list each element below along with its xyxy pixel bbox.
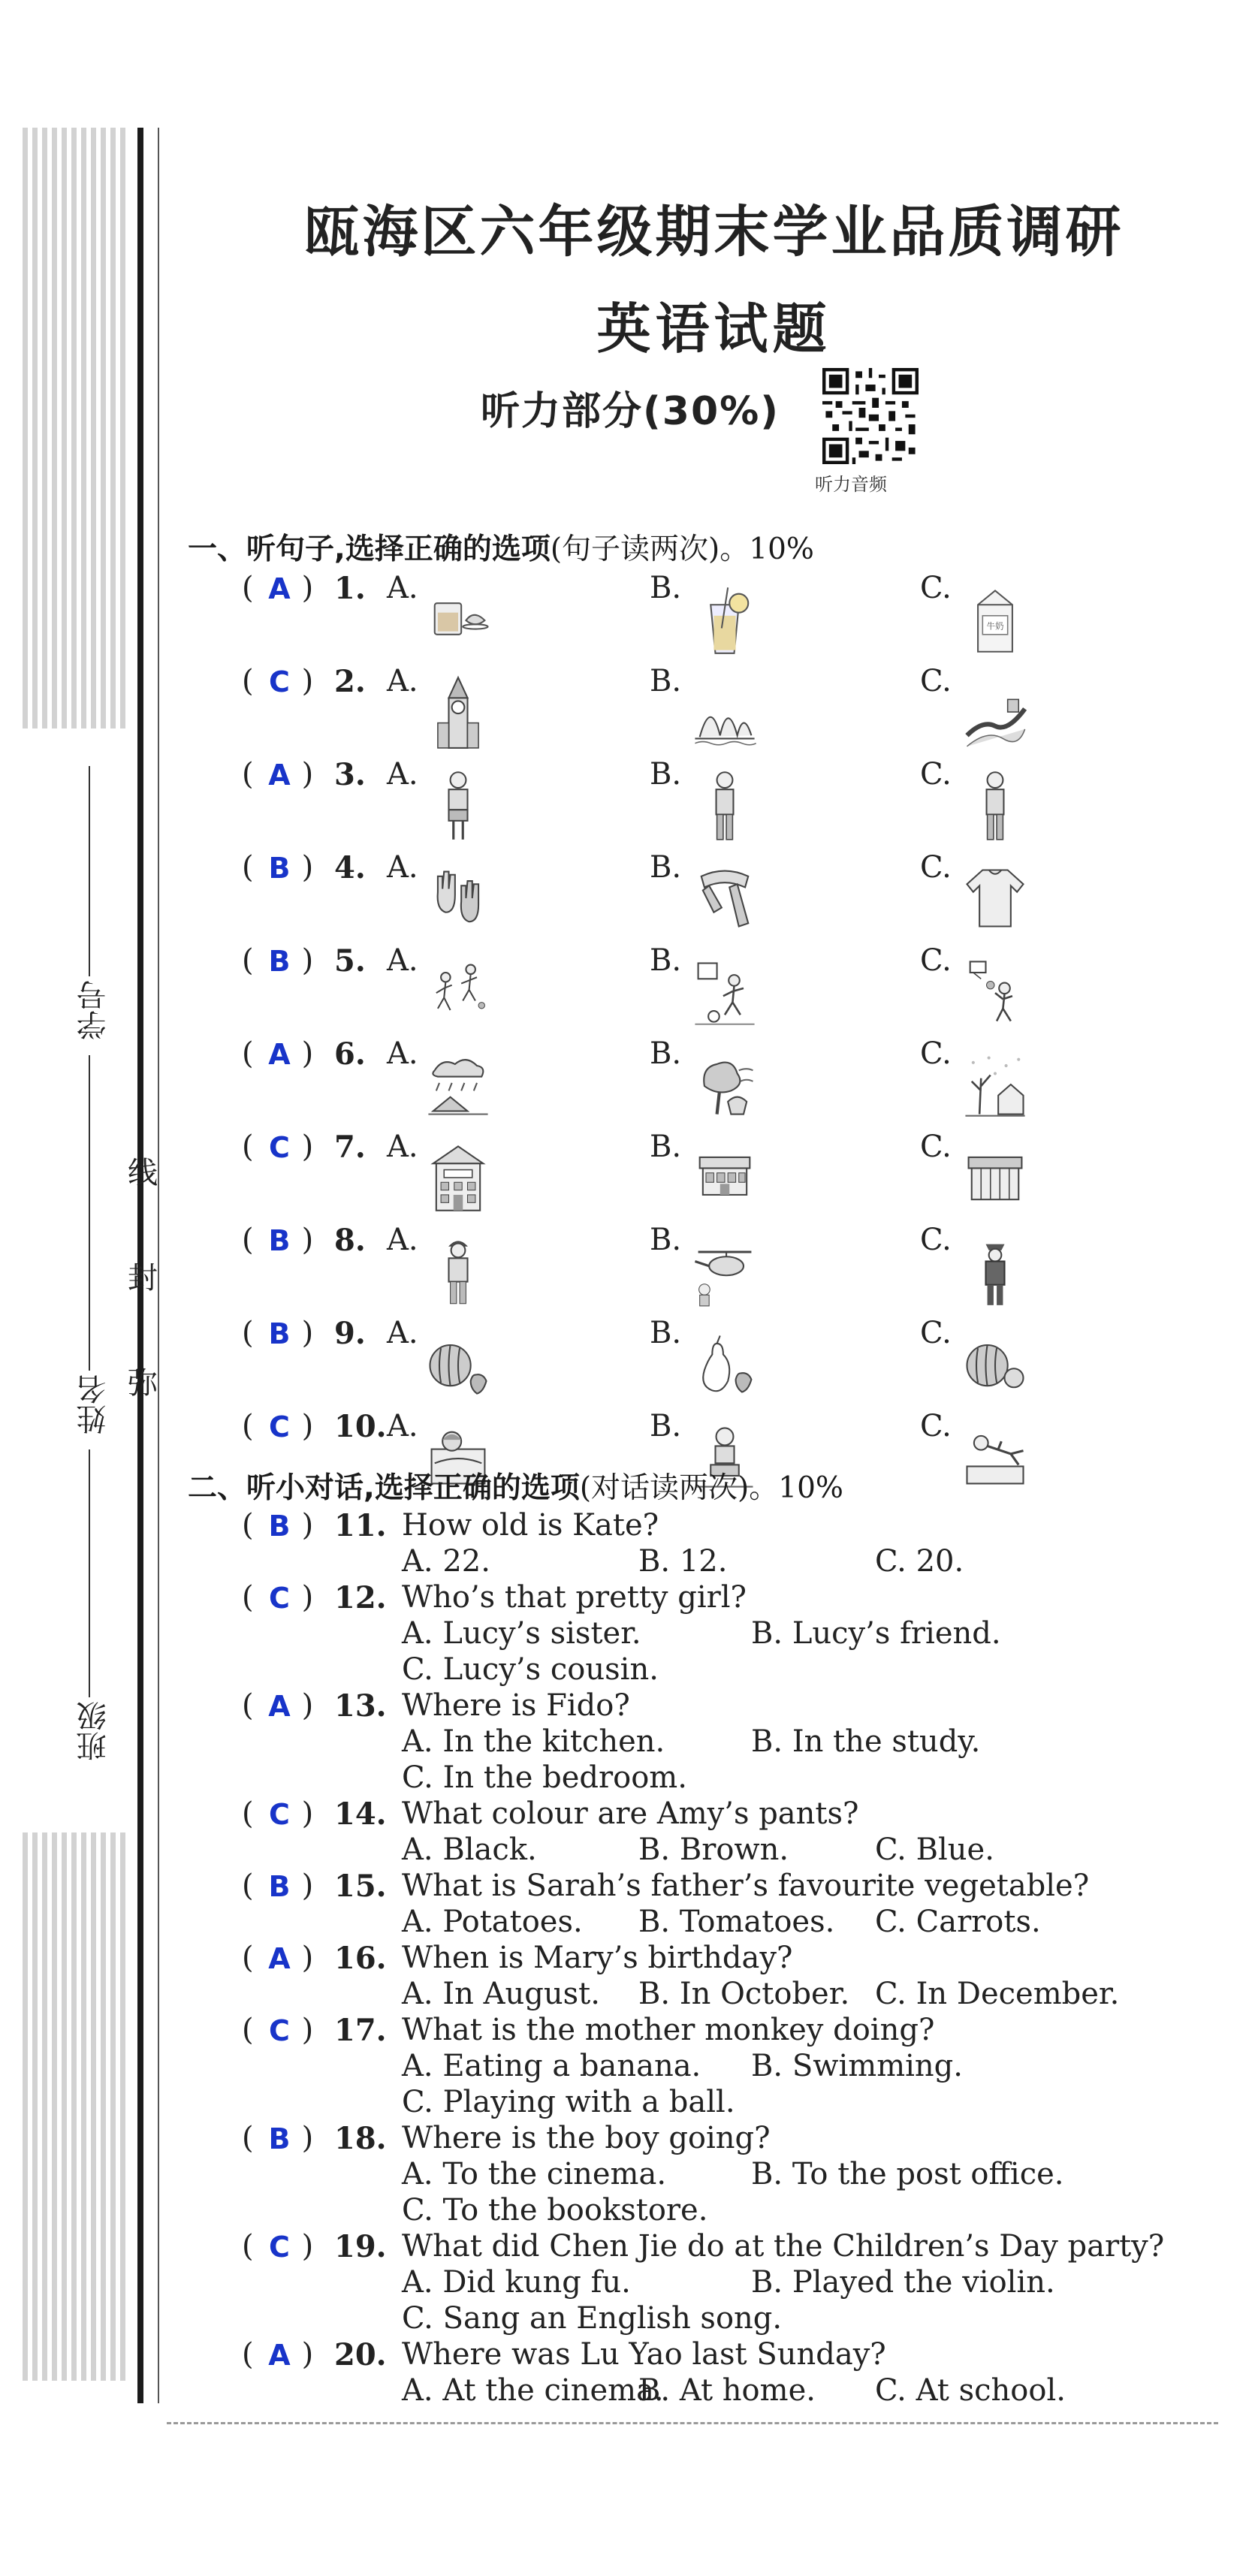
answer-mark: A bbox=[268, 1038, 291, 1071]
paren-open: ( bbox=[242, 1796, 254, 1831]
question-row bbox=[0, 1036, 1255, 1127]
option-label: C. bbox=[920, 850, 952, 885]
question-text: When is Mary’s birthday? bbox=[402, 1941, 793, 1975]
store-front-icon[interactable] bbox=[961, 1140, 1029, 1218]
question-text: Where is Fido? bbox=[402, 1688, 630, 1723]
answer-mark: C bbox=[269, 1798, 290, 1831]
answer-option[interactable]: C. 20. bbox=[875, 1544, 964, 1579]
paren-open: ( bbox=[242, 571, 254, 605]
option-label: B. bbox=[650, 571, 682, 605]
paren-close: ) bbox=[301, 943, 314, 978]
option-label: C. bbox=[920, 943, 952, 978]
paren-open: ( bbox=[242, 1036, 254, 1071]
answer-parentheses bbox=[242, 850, 317, 885]
question-number: 20. bbox=[334, 2337, 387, 2372]
answer-mark: C bbox=[269, 665, 290, 698]
paren-open: ( bbox=[242, 1316, 254, 1350]
answer-option[interactable]: C. Sang an English song. bbox=[402, 2301, 783, 2336]
paren-open: ( bbox=[242, 1941, 254, 1975]
answer-option[interactable]: A. 22. bbox=[402, 1544, 490, 1579]
milk-carton-icon[interactable] bbox=[961, 581, 1029, 659]
big-ben-icon[interactable] bbox=[424, 674, 492, 753]
answer-mark: A bbox=[268, 759, 291, 792]
xingming-label: 姓名 bbox=[77, 1374, 111, 1434]
answer-option[interactable]: B. 12. bbox=[638, 1544, 728, 1579]
answer-mark: A bbox=[268, 2339, 291, 2372]
answer-option[interactable]: C. In the bedroom. bbox=[402, 1760, 687, 1795]
police-officer-icon[interactable] bbox=[961, 1233, 1029, 1311]
answer-option[interactable]: B. In October. bbox=[638, 1977, 850, 2011]
paren-open: ( bbox=[242, 1409, 254, 1443]
paren-close: ) bbox=[301, 850, 314, 885]
museum-building-icon[interactable] bbox=[424, 1140, 492, 1218]
answer-parentheses bbox=[242, 1869, 317, 1903]
option-label: A. bbox=[387, 1130, 418, 1164]
question-number: 18. bbox=[334, 2121, 387, 2156]
xuehao-label: 学号 bbox=[77, 980, 111, 1040]
answer-mark: B bbox=[268, 852, 291, 885]
answer-option[interactable]: A. Potatoes. bbox=[402, 1905, 583, 1939]
opera-house-icon[interactable] bbox=[691, 674, 759, 753]
option-label: A. bbox=[387, 664, 418, 698]
option-label: B. bbox=[650, 757, 682, 792]
answer-mark: B bbox=[268, 1224, 291, 1257]
question-number: 11. bbox=[334, 1508, 387, 1543]
answer-parentheses bbox=[242, 757, 317, 792]
svg-text:牛奶: 牛奶 bbox=[986, 620, 1004, 632]
helicopter-icon[interactable] bbox=[691, 1233, 759, 1311]
binding-stripe-bottom bbox=[23, 1832, 128, 2381]
question-row bbox=[0, 1223, 1255, 1313]
windy-tree-icon[interactable] bbox=[691, 1047, 759, 1125]
answer-option[interactable]: A. Did kung fu. bbox=[402, 2265, 631, 2300]
option-label: B. bbox=[650, 1130, 682, 1164]
answer-option[interactable]: A. Eating a banana. bbox=[402, 2049, 701, 2083]
answer-parentheses bbox=[242, 1941, 317, 1975]
paren-close: ) bbox=[301, 757, 314, 792]
pear-strawberry-icon[interactable] bbox=[691, 1326, 759, 1404]
paren-close: ) bbox=[301, 1223, 314, 1257]
paren-close: ) bbox=[301, 1130, 314, 1164]
answer-option[interactable]: B. In the study. bbox=[751, 1724, 981, 1759]
question-row bbox=[0, 757, 1255, 847]
scarf-icon[interactable] bbox=[691, 861, 759, 939]
answer-option[interactable]: C. Playing with a ball. bbox=[402, 2085, 735, 2119]
question-number: 17. bbox=[334, 2013, 387, 2048]
answer-option[interactable]: A. In August. bbox=[402, 1977, 600, 2011]
kids-running-icon[interactable] bbox=[424, 954, 492, 1032]
section2-note: (对话读两次)。10% bbox=[579, 1471, 843, 1505]
answer-parentheses bbox=[242, 1036, 317, 1071]
paren-open: ( bbox=[242, 2229, 254, 2264]
option-label: A. bbox=[387, 850, 418, 885]
section1-heading bbox=[188, 526, 814, 568]
option-label: B. bbox=[650, 1316, 682, 1350]
paren-open: ( bbox=[242, 664, 254, 698]
answer-mark: B bbox=[268, 1510, 291, 1543]
seal-char-xian: 线 bbox=[128, 1156, 158, 1190]
page-title: 瓯海区六年级期末学业品质调研 bbox=[303, 200, 1124, 264]
question-text: What colour are Amy’s pants? bbox=[402, 1796, 859, 1831]
answer-option[interactable]: A. Black. bbox=[402, 1832, 537, 1867]
answer-mark: C bbox=[269, 1131, 290, 1164]
question-number: 16. bbox=[334, 1941, 387, 1976]
answer-parentheses bbox=[242, 1130, 317, 1164]
paren-open: ( bbox=[242, 943, 254, 978]
answer-option[interactable]: A. In the kitchen. bbox=[402, 1724, 665, 1759]
paren-close: ) bbox=[301, 1036, 314, 1071]
question-number: 6. bbox=[334, 1036, 366, 1072]
rainy-scene-icon[interactable] bbox=[424, 1047, 492, 1125]
question-text: Who’s that pretty girl? bbox=[402, 1580, 747, 1615]
answer-option[interactable]: C. To the bookstore. bbox=[402, 2193, 708, 2228]
question-number: 3. bbox=[334, 757, 366, 792]
watermelon-apple-icon[interactable] bbox=[961, 1326, 1029, 1404]
sweater-icon[interactable] bbox=[961, 861, 1029, 939]
answer-option[interactable]: A. Lucy’s sister. bbox=[402, 1616, 641, 1651]
answer-option[interactable]: C. Carrots. bbox=[875, 1905, 1041, 1939]
paren-open: ( bbox=[242, 1223, 254, 1257]
answer-parentheses bbox=[242, 664, 317, 698]
paren-close: ) bbox=[301, 1688, 314, 1723]
qr-caption: 听力音频 bbox=[815, 474, 887, 495]
option-label: C. bbox=[920, 757, 952, 792]
great-wall-icon[interactable] bbox=[961, 674, 1029, 753]
paren-open: ( bbox=[242, 1688, 254, 1723]
question-number: 4. bbox=[334, 850, 366, 885]
answer-option[interactable]: B. At home. bbox=[638, 2373, 816, 2408]
qr-code-icon[interactable] bbox=[822, 368, 919, 464]
section1-note: (句子读两次)。10% bbox=[550, 532, 814, 566]
answer-mark: B bbox=[268, 1317, 291, 1350]
answer-option[interactable]: C. In December. bbox=[875, 1977, 1120, 2011]
paren-open: ( bbox=[242, 2121, 254, 2155]
question-row bbox=[0, 571, 1255, 661]
paren-close: ) bbox=[301, 1869, 314, 1903]
banji-label: 班级 bbox=[77, 1701, 111, 1761]
question-row bbox=[0, 1130, 1255, 1220]
answer-option[interactable]: A. To the cinema. bbox=[402, 2157, 667, 2191]
option-label: B. bbox=[650, 850, 682, 885]
question-text: Where is the boy going? bbox=[402, 2121, 771, 2155]
question-number: 9. bbox=[334, 1316, 366, 1351]
question-number: 7. bbox=[334, 1130, 366, 1165]
answer-mark: C bbox=[269, 2231, 290, 2264]
option-label: C. bbox=[920, 1130, 952, 1164]
answer-parentheses bbox=[242, 571, 317, 605]
boy-icon[interactable] bbox=[961, 768, 1029, 846]
paren-open: ( bbox=[242, 1580, 254, 1615]
option-label: C. bbox=[920, 1409, 952, 1443]
option-label: A. bbox=[387, 757, 418, 792]
answer-parentheses bbox=[242, 1223, 317, 1257]
question-number: 13. bbox=[334, 1688, 387, 1724]
answer-parentheses bbox=[242, 2121, 317, 2155]
option-label: B. bbox=[650, 1036, 682, 1071]
answer-mark: A bbox=[268, 1690, 291, 1723]
answer-parentheses bbox=[242, 2229, 317, 2264]
paren-open: ( bbox=[242, 1508, 254, 1543]
section1-heading-text: 一、听句子,选择正确的选项 bbox=[188, 532, 551, 566]
question-text: What is Sarah’s father’s favourite vegetable? bbox=[402, 1869, 1090, 1903]
paren-close: ) bbox=[301, 1409, 314, 1443]
paren-open: ( bbox=[242, 1130, 254, 1164]
section2-heading-text: 二、听小对话,选择正确的选项 bbox=[188, 1471, 580, 1505]
option-label: A. bbox=[387, 943, 418, 978]
question-number: 1. bbox=[334, 571, 366, 606]
answer-option[interactable]: B. Played the violin. bbox=[751, 2265, 1055, 2300]
section-title: 听力部分(30%) bbox=[481, 389, 780, 434]
answer-parentheses bbox=[242, 1409, 317, 1443]
paren-close: ) bbox=[301, 664, 314, 698]
bottom-dashed-divider bbox=[167, 2422, 1218, 2424]
question-number: 12. bbox=[334, 1580, 387, 1615]
question-row bbox=[0, 664, 1255, 754]
answer-option[interactable]: B. Tomatoes. bbox=[638, 1905, 835, 1939]
option-label: B. bbox=[650, 1409, 682, 1443]
option-label: C. bbox=[920, 1036, 952, 1071]
answer-parentheses bbox=[242, 1796, 317, 1831]
paren-open: ( bbox=[242, 2013, 254, 2047]
option-label: C. bbox=[920, 664, 952, 698]
paren-close: ) bbox=[301, 2229, 314, 2264]
answer-parentheses bbox=[242, 1580, 317, 1615]
answer-mark: C bbox=[269, 1410, 290, 1443]
paren-close: ) bbox=[301, 2013, 314, 2047]
answer-parentheses bbox=[242, 2013, 317, 2047]
answer-mark: A bbox=[268, 1942, 291, 1975]
answer-option[interactable]: B. Swimming. bbox=[751, 2049, 963, 2083]
boy-icon[interactable] bbox=[691, 768, 759, 846]
question-number: 15. bbox=[334, 1869, 387, 1904]
question-number: 8. bbox=[334, 1223, 366, 1258]
paren-close: ) bbox=[301, 571, 314, 605]
paren-open: ( bbox=[242, 850, 254, 885]
question-number: 10. bbox=[334, 1409, 387, 1444]
question-row bbox=[0, 850, 1255, 940]
question-text: What did Chen Jie do at the Children’s Day party? bbox=[402, 2229, 1165, 2264]
boy-lying-icon[interactable] bbox=[961, 1419, 1029, 1498]
question-number: 2. bbox=[334, 664, 366, 699]
section2-heading bbox=[188, 1464, 843, 1507]
question-text: Where was Lu Yao last Sunday? bbox=[402, 2337, 886, 2372]
paren-close: ) bbox=[301, 1508, 314, 1543]
paren-open: ( bbox=[242, 757, 254, 792]
option-label: C. bbox=[920, 1316, 952, 1350]
snowy-tree-icon[interactable] bbox=[961, 1047, 1029, 1125]
worker-icon[interactable] bbox=[424, 1233, 492, 1311]
question-number: 14. bbox=[334, 1796, 387, 1832]
juice-icon[interactable] bbox=[691, 581, 759, 659]
paren-close: ) bbox=[301, 2337, 314, 2372]
option-label: B. bbox=[650, 664, 682, 698]
answer-parentheses bbox=[242, 1688, 317, 1723]
question-row bbox=[0, 1316, 1255, 1406]
drink-glass-icon[interactable] bbox=[424, 581, 492, 659]
shop-building-icon[interactable] bbox=[691, 1140, 759, 1218]
answer-mark: A bbox=[268, 572, 291, 605]
answer-parentheses bbox=[242, 2337, 317, 2372]
answer-mark: B bbox=[268, 945, 291, 978]
answer-mark: B bbox=[268, 1870, 291, 1903]
paren-close: ) bbox=[301, 1316, 314, 1350]
option-label: A. bbox=[387, 1316, 418, 1350]
page-subtitle: 英语试题 bbox=[596, 297, 831, 360]
option-label: A. bbox=[387, 1036, 418, 1071]
boy-shorts-icon[interactable] bbox=[424, 768, 492, 846]
seal-char-feng: 封 bbox=[128, 1261, 158, 1296]
paren-open: ( bbox=[242, 1869, 254, 1903]
option-label: C. bbox=[920, 571, 952, 605]
answer-mark: C bbox=[269, 2014, 290, 2047]
question-text: How old is Kate? bbox=[402, 1508, 659, 1543]
answer-option[interactable]: C. Blue. bbox=[875, 1832, 994, 1867]
seal-char-mi: 弥 bbox=[128, 1366, 158, 1401]
paren-open: ( bbox=[242, 2337, 254, 2372]
answer-option[interactable]: A. At the cinema. bbox=[402, 2373, 664, 2408]
basketball-icon[interactable] bbox=[961, 954, 1029, 1032]
option-label: A. bbox=[387, 571, 418, 605]
paren-close: ) bbox=[301, 1580, 314, 1615]
paren-close: ) bbox=[301, 1796, 314, 1831]
answer-mark: B bbox=[268, 2122, 291, 2155]
gloves-icon[interactable] bbox=[424, 861, 492, 939]
option-label: C. bbox=[920, 1223, 952, 1257]
question-number: 19. bbox=[334, 2229, 387, 2264]
option-label: B. bbox=[650, 943, 682, 978]
question-text: What is the mother monkey doing? bbox=[402, 2013, 935, 2047]
answer-option[interactable]: C. Lucy’s cousin. bbox=[402, 1652, 659, 1687]
option-label: A. bbox=[387, 1409, 418, 1443]
answer-parentheses bbox=[242, 943, 317, 978]
question-row bbox=[0, 943, 1255, 1033]
answer-parentheses bbox=[242, 1316, 317, 1350]
answer-parentheses bbox=[242, 1508, 317, 1543]
answer-option[interactable]: B. Lucy’s friend. bbox=[751, 1616, 1001, 1651]
paren-close: ) bbox=[301, 1941, 314, 1975]
option-label: B. bbox=[650, 1223, 682, 1257]
question-number: 5. bbox=[334, 943, 366, 979]
watermelon-strawberry-icon[interactable] bbox=[424, 1326, 492, 1404]
answer-option[interactable]: B. To the post office. bbox=[751, 2157, 1064, 2191]
answer-option[interactable]: C. At school. bbox=[875, 2373, 1066, 2408]
answer-mark: C bbox=[269, 1582, 290, 1615]
paren-close: ) bbox=[301, 2121, 314, 2155]
option-label: A. bbox=[387, 1223, 418, 1257]
football-icon[interactable] bbox=[691, 954, 759, 1032]
answer-option[interactable]: B. Brown. bbox=[638, 1832, 789, 1867]
